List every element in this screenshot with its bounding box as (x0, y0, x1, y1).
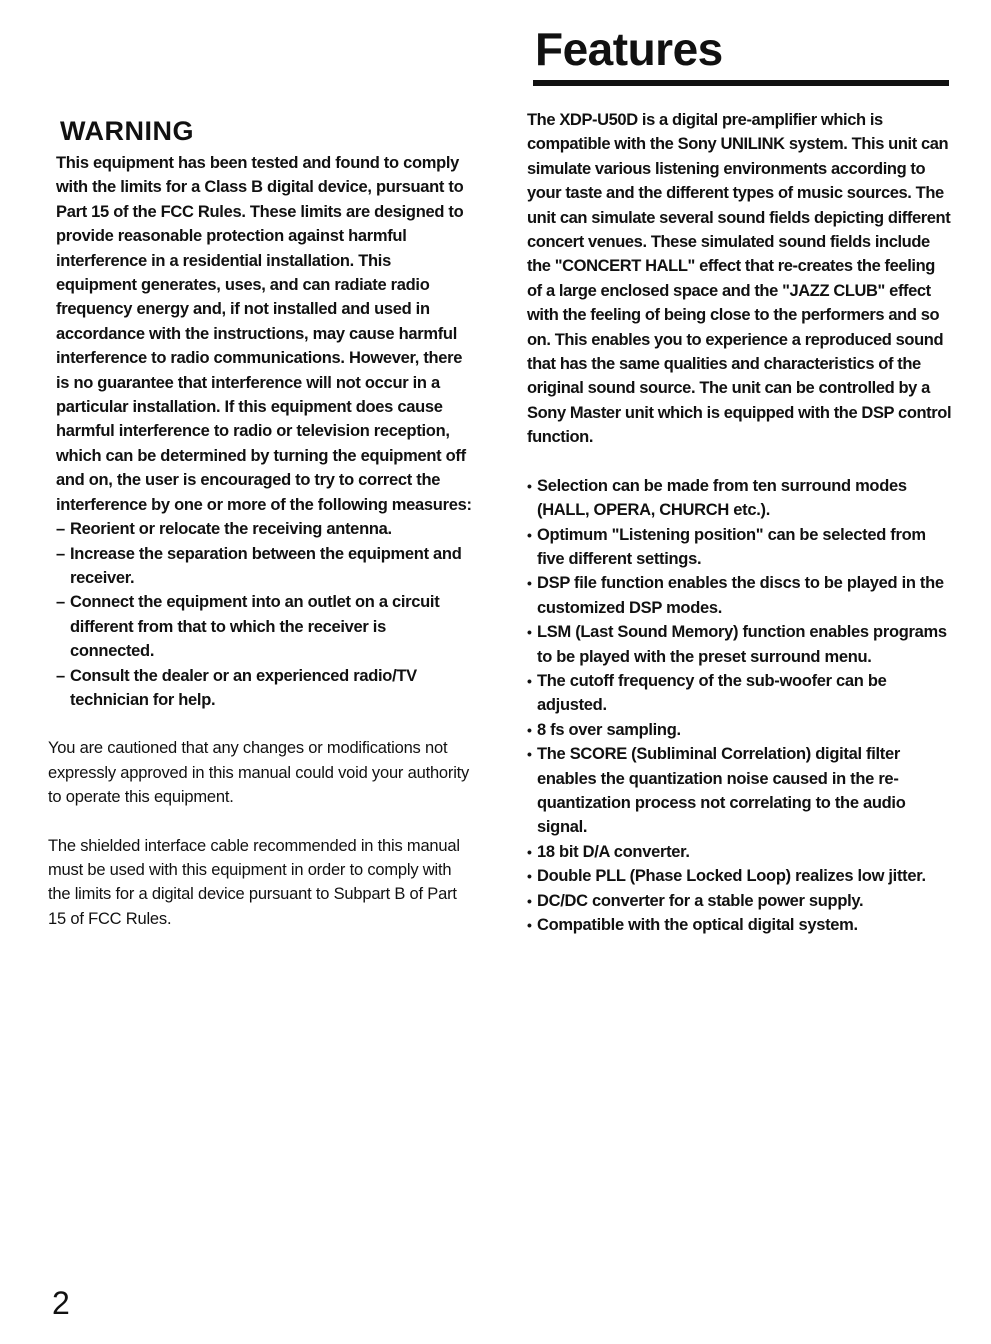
list-item (527, 840, 952, 864)
feature-text: 18 bit D/A converter. (537, 842, 690, 861)
heading-rule (533, 80, 949, 86)
warning-body-text: This equipment has been tested and found to comply with the limits for a Class B digital device, pursuant to Part 15 of the FCC Rules. These limits are designed to provide reasonable protection against harmful interference in a residential installation. This equipment generates, uses, and can radiate radio frequency energy and, if not installed and used in accordance with the instructions, may cause harmful interference to radio communications. However, there is no guarantee that interference will not occur in a particular installation. If this equipment does cause harmful interference to radio or television reception, which can be determined by turning the equipment off and on, the user is encouraged to try to correct the interference by one or more of the following measures: (56, 154, 472, 514)
bullet-marker: • (527, 917, 532, 933)
bullet-marker: • (527, 843, 532, 860)
page-number: 2 (52, 1285, 70, 1321)
bullet-marker: • (527, 746, 532, 763)
feature-text: LSM (Last Sound Memory) function enables programs to be played with the preset surround menu. (537, 623, 947, 666)
bullet-marker: • (527, 892, 532, 909)
list-item (527, 718, 952, 742)
feature-text: Selection can be made from ten surround modes (HALL, OPERA, CHURCH etc.). (537, 476, 907, 520)
feature-text: The cutoff frequency of the sub-woofer can be adjusted. (537, 671, 887, 715)
feature-text: 8 fs over sampling. (537, 720, 681, 739)
bullet-marker: • (527, 868, 532, 885)
features-heading: Features (535, 23, 723, 75)
feature-text: Optimum "Listening position" can be selected from five different settings. (537, 525, 926, 568)
list-item (527, 474, 952, 523)
bullet-marker: • (527, 575, 532, 592)
feature-text: The SCORE (Subliminal Correlation) digital filter enables the quantization noise caused in the re-quantization process not correlating to the audio signal. (537, 745, 906, 837)
measure-text: Reorient or relocate the receiving antenna. (70, 520, 392, 539)
bullet-marker: • (527, 624, 532, 641)
measure-text: Connect the equipment into an outlet on a circuit different from that to which the receiver is connected. (70, 593, 440, 661)
feature-text: Double PLL (Phase Locked Loop) realizes low jitter. (537, 867, 926, 886)
features-intro-text: The XDP-U50D is a digital pre-amplifier which is compatible with the Sony UNILINK system. This unit can simulate various listening environments according to your taste and the different types of music sources. The unit can simulate several sound fields depicting different concert venues. These simulated sound fields include the "CONCERT HALL" effect that re-creates the feeling of a large enclosed space and the "JAZZ CLUB" effect with the feeling of being close to the performers and so on. This enables you to experience a reproduced sound that has the same qualities and characteristics of the original sound source. The unit can be controlled by a Sony Master unit which is equipped with the DSP control function. (527, 111, 952, 447)
list-item (527, 523, 952, 572)
dash-marker: – (56, 520, 66, 539)
caution-paragraph: You are cautioned that any changes or modifications not expressly approved in this manual could void your authority to operate this equipment. (48, 739, 470, 807)
warning-section (48, 118, 473, 931)
bullet-marker: • (527, 721, 532, 738)
measure-text: Increase the separation between the equipment and receiver. (70, 544, 462, 587)
interference-measures-list (56, 517, 473, 712)
list-item (56, 542, 473, 591)
bullet-marker: • (527, 477, 532, 494)
list-item (527, 889, 952, 913)
list-item (527, 669, 952, 718)
list-item (56, 517, 473, 541)
list-item (527, 742, 952, 840)
warning-heading: WARNING (60, 116, 194, 146)
shielded-cable-paragraph: The shielded interface cable recommended in this manual must be used with this equipment in order to comply with the limits for a digital device pursuant to Subpart B of Part 15 of FCC Rules. (48, 836, 460, 928)
list-item (527, 913, 952, 937)
list-item (527, 864, 952, 888)
dash-marker: – (56, 593, 66, 612)
features-section (527, 23, 952, 937)
dash-marker: – (56, 666, 66, 685)
feature-text: Compatible with the optical digital system. (537, 916, 858, 934)
list-item (56, 590, 473, 663)
feature-text: DSP file function enables the discs to be played in the customized DSP modes. (537, 574, 944, 617)
list-item (527, 620, 952, 669)
list-item (527, 571, 952, 620)
feature-text: DC/DC converter for a stable power supply. (537, 891, 864, 910)
bullet-marker: • (527, 526, 532, 543)
measure-text: Consult the dealer or an experienced radio/TV technician for help. (70, 666, 417, 709)
list-item (56, 664, 473, 713)
bullet-marker: • (527, 672, 532, 689)
features-list (527, 474, 952, 938)
dash-marker: – (56, 544, 66, 563)
